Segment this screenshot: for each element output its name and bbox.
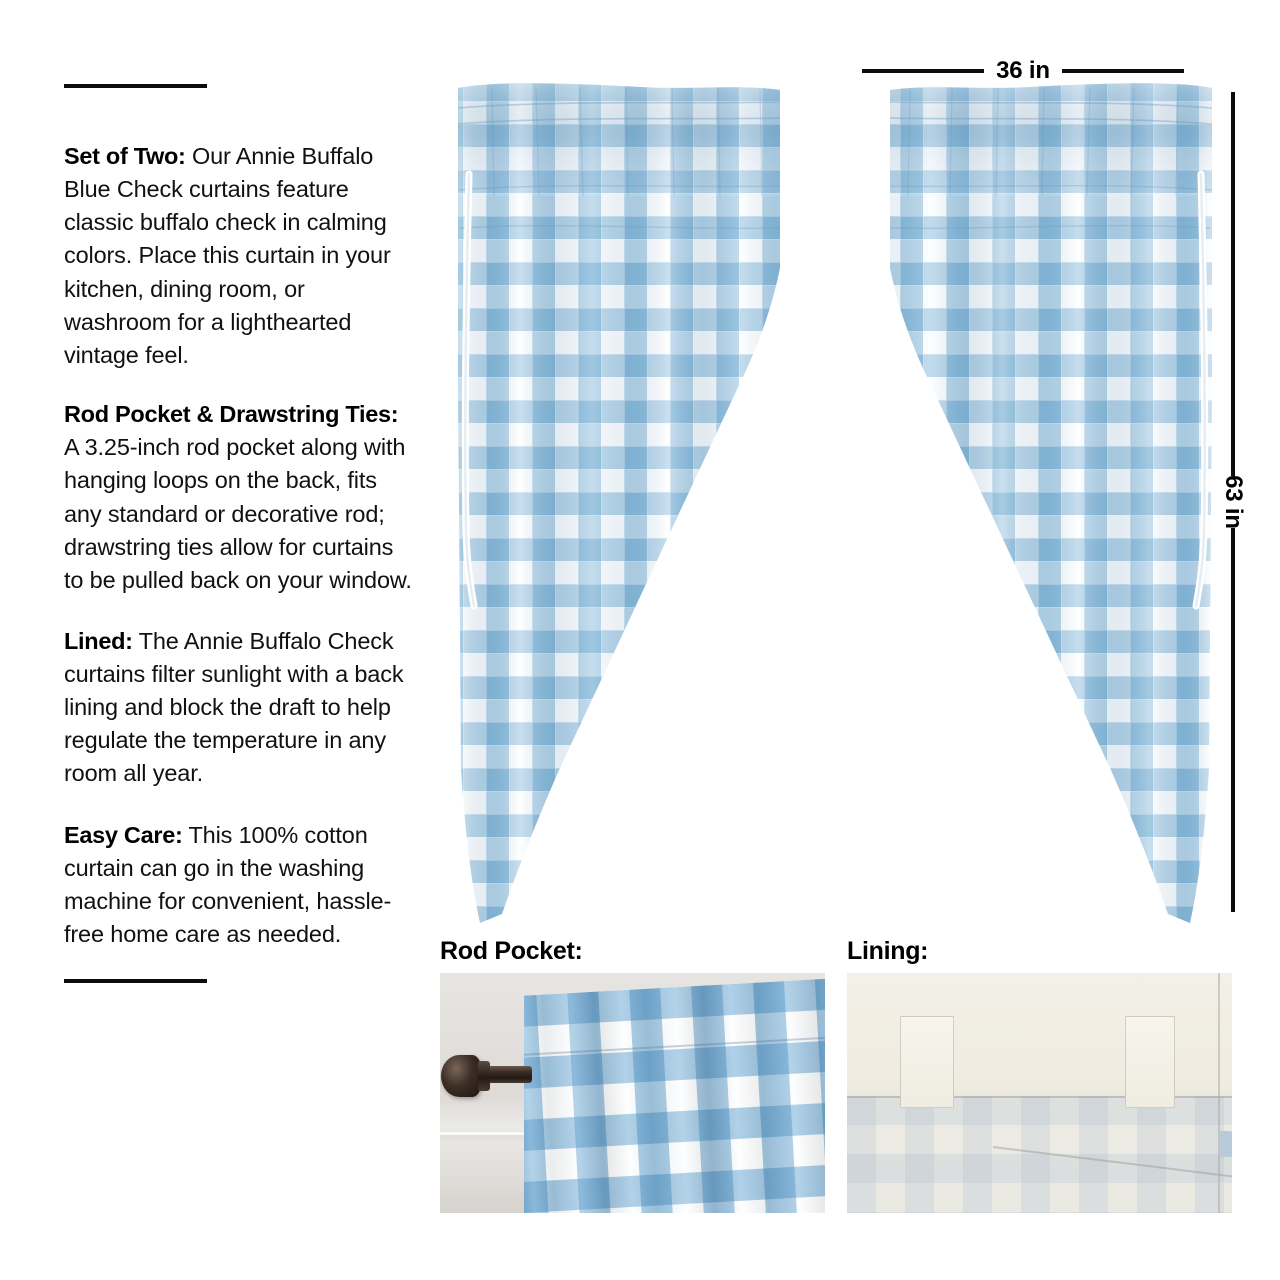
lining-hanging-loop xyxy=(900,1016,954,1108)
width-dimension-annotation xyxy=(862,55,1184,87)
curtain-panel-left xyxy=(440,78,840,936)
lining-right-edge-seam xyxy=(1218,973,1220,1213)
height-dimension-label: 63 in xyxy=(1220,475,1248,529)
width-dimension-line-left xyxy=(862,69,984,73)
feature-body: The Annie Buffalo Check curtains filter sunlight with a back lining and block the draft to help regulate the temperature in any room all year. xyxy=(64,627,404,787)
lining-sheer-check-showthrough xyxy=(847,1096,1232,1214)
detail-panel-lining xyxy=(847,938,1232,1222)
feature-paragraph xyxy=(64,140,414,372)
feature-body: A 3.25-inch rod pocket along with hanging loops on the back, fits any standard or decorative rod; drawstring ties allow for curtains to be pulled back on your window. xyxy=(64,434,412,593)
feature-block-rod-pocket-drawstring-ties xyxy=(64,400,414,597)
rod-pocket-check-swatch xyxy=(524,978,825,1213)
detail-panel-title: Rod Pocket: xyxy=(440,937,583,965)
rod-pocket-curtain-fabric xyxy=(524,973,825,1213)
feature-heading-inline: Easy Care: xyxy=(64,821,183,848)
rod-pocket-photo xyxy=(440,973,825,1213)
feature-block-set-of-two xyxy=(64,140,414,372)
feature-text-column xyxy=(64,84,414,1196)
curtain-rod-finial-icon xyxy=(441,1055,481,1097)
feature-heading-block: Rod Pocket & Drawstring Ties: xyxy=(64,400,399,427)
feature-body: Our Annie Buffalo Blue Check curtains feature classic buffalo check in calming colors. Place this curtain in your kitchen, dining room, or washroom for a lighthearted vintage feel. xyxy=(64,143,391,368)
top-divider-rule xyxy=(64,84,207,88)
detail-panel-rod-pocket xyxy=(440,938,825,1222)
width-dimension-label: 36 in xyxy=(996,57,1050,84)
feature-body: This 100% cotton curtain can go in the washing machine for convenient, hassle-free home care as needed. xyxy=(64,821,392,947)
height-dimension-line-bottom xyxy=(1231,528,1235,912)
bottom-divider-rule xyxy=(64,979,207,983)
detail-panel-title: Lining: xyxy=(847,937,929,965)
curtain-rod-collar xyxy=(478,1061,490,1091)
curtain-product-photo xyxy=(440,78,1230,936)
feature-heading-inline: Set of Two: xyxy=(64,143,186,169)
feature-paragraph xyxy=(64,819,414,952)
height-dimension-annotation xyxy=(1216,92,1250,912)
curtain-panel-right xyxy=(830,78,1230,936)
height-dimension-line-top xyxy=(1231,92,1235,476)
lining-hanging-loop xyxy=(1125,1016,1175,1108)
feature-block-lined xyxy=(64,625,414,791)
curtain-pair-illustration xyxy=(440,78,1230,936)
rod-pocket-fabric-inner xyxy=(524,978,825,1213)
detail-panels xyxy=(440,938,1232,1222)
feature-heading-inline: Lined: xyxy=(64,627,133,654)
feature-block-easy-care xyxy=(64,819,414,952)
width-dimension-line-right xyxy=(1062,69,1184,73)
feature-paragraph xyxy=(64,625,414,791)
lining-photo xyxy=(847,973,1232,1213)
lining-blue-fabric-tab xyxy=(1219,1131,1232,1157)
feature-paragraph xyxy=(64,431,414,597)
